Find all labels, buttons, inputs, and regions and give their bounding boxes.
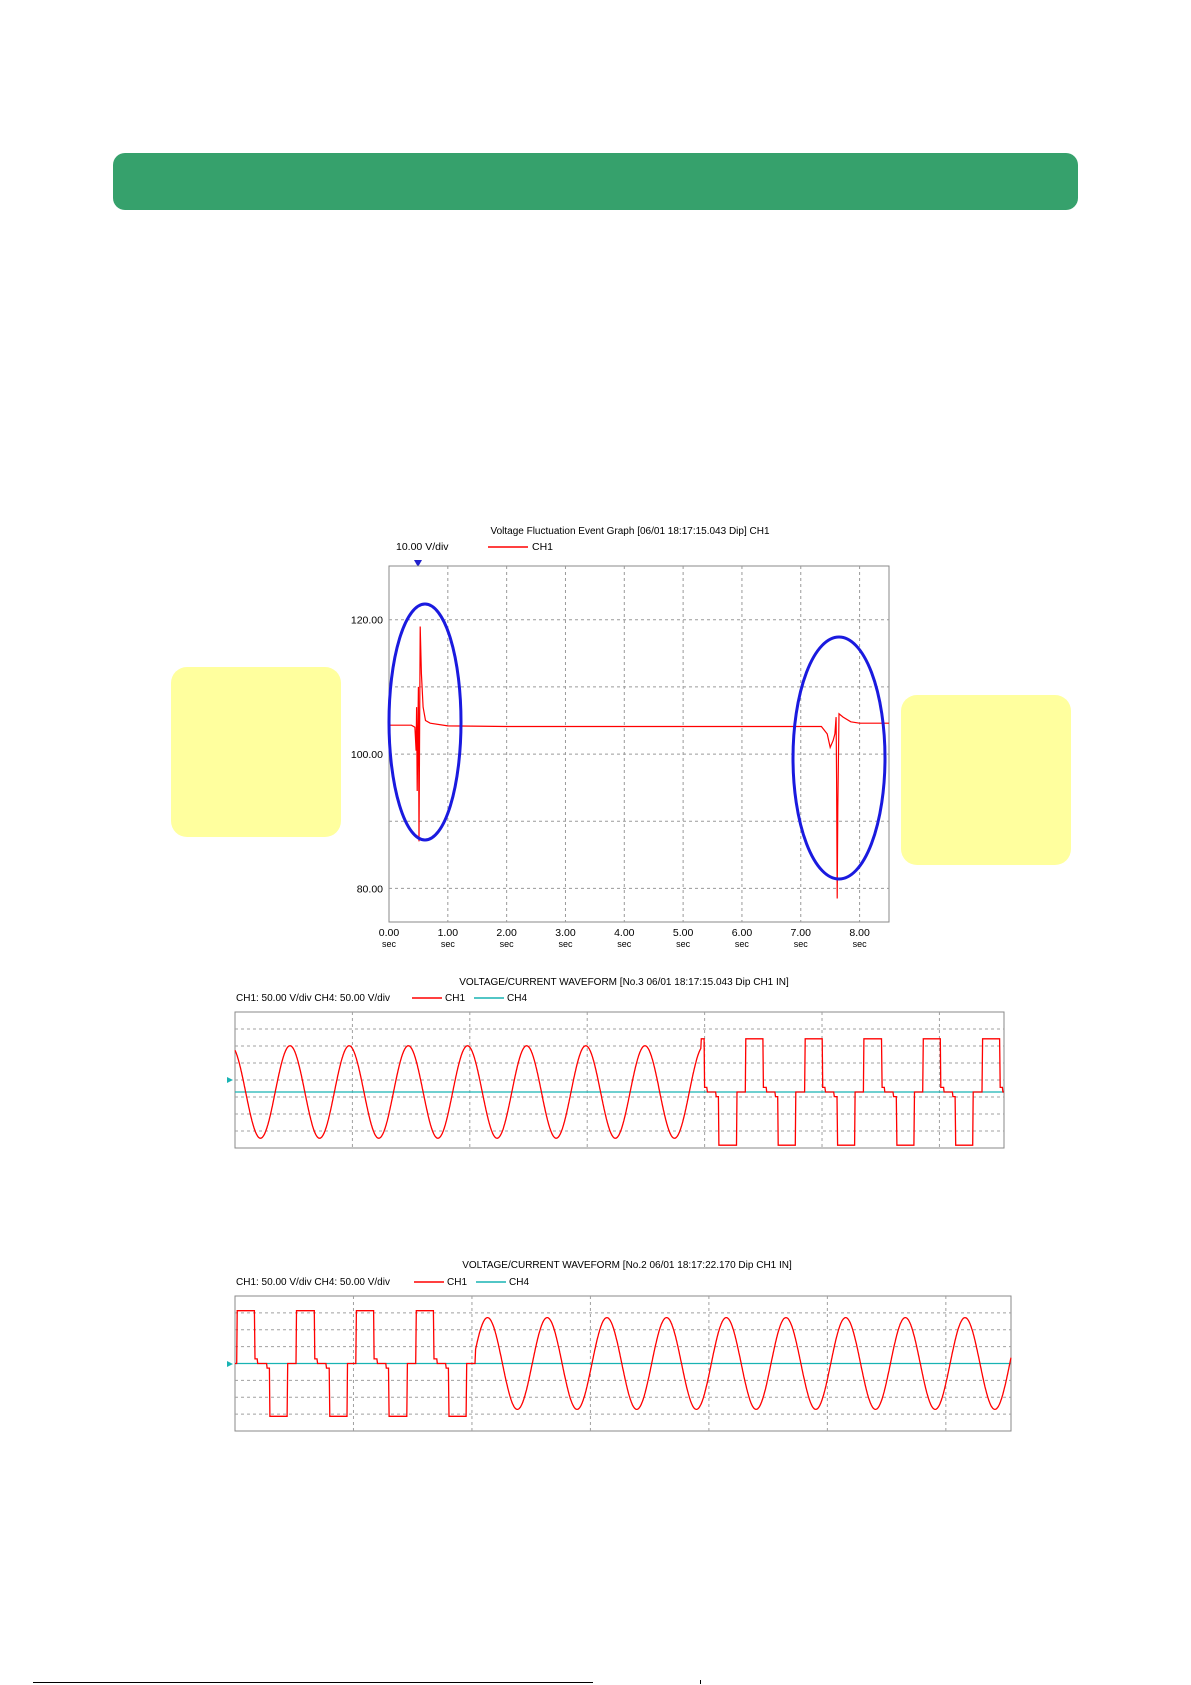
zero-marker-icon bbox=[227, 1361, 233, 1367]
waveform-no3-scale-label: CH1: 50.00 V/div CH4: 50.00 V/div bbox=[236, 993, 390, 1004]
x-tick-unit: sec bbox=[617, 939, 632, 949]
x-tick-unit: sec bbox=[558, 939, 573, 949]
x-tick-unit: sec bbox=[734, 939, 749, 949]
y-tick-label: 100.00 bbox=[350, 749, 383, 762]
zero-marker-icon bbox=[227, 1077, 233, 1083]
event-graph-y-ticks bbox=[351, 615, 383, 896]
waveform-no3-legend-ch4: CH4 bbox=[507, 993, 528, 1004]
x-tick-label: 8.00 bbox=[849, 927, 870, 939]
waveform-no2 bbox=[227, 1260, 1011, 1431]
event-graph-title: Voltage Fluctuation Event Graph [06/01 18:17:15.043 Dip] CH1 bbox=[490, 526, 770, 537]
x-tick-label: 1.00 bbox=[437, 927, 459, 939]
y-tick-label: 120.00 bbox=[350, 614, 383, 627]
x-tick-unit: sec bbox=[676, 939, 691, 949]
event-graph bbox=[351, 526, 889, 949]
footer-tick bbox=[700, 1680, 701, 1684]
y-tick-label: 80.00 bbox=[356, 883, 383, 896]
x-tick-label: 4.00 bbox=[614, 927, 635, 939]
x-tick-label: 5.00 bbox=[672, 927, 694, 939]
x-tick-unit: sec bbox=[793, 939, 808, 949]
x-tick-unit: sec bbox=[499, 939, 514, 949]
x-tick-label: 3.00 bbox=[555, 927, 576, 939]
footer-rule bbox=[33, 1682, 593, 1683]
waveform-no3-title: VOLTAGE/CURRENT WAVEFORM [No.3 06/01 18:17:15.043 Dip CH1 IN] bbox=[459, 977, 789, 988]
waveform-no2-legend-ch4: CH4 bbox=[509, 1277, 530, 1288]
waveform-no2-scale-label: CH1: 50.00 V/div CH4: 50.00 V/div bbox=[236, 1277, 390, 1288]
x-tick-label: 7.00 bbox=[790, 927, 811, 939]
event-graph-x-ticks bbox=[379, 927, 870, 949]
x-tick-unit: sec bbox=[440, 939, 455, 949]
event-graph-scale-label: 10.00 V/div bbox=[396, 541, 449, 553]
waveform-no2-title: VOLTAGE/CURRENT WAVEFORM [No.2 06/01 18:17:22.170 Dip CH1 IN] bbox=[462, 1260, 792, 1271]
x-tick-unit: sec bbox=[852, 939, 867, 949]
x-tick-label: 6.00 bbox=[731, 927, 753, 939]
waveform-no3-legend-ch1: CH1 bbox=[445, 993, 466, 1004]
waveform-no3 bbox=[227, 977, 1004, 1148]
x-tick-label: 0.00 bbox=[378, 927, 400, 939]
waveform-no2-legend-ch1: CH1 bbox=[447, 1277, 468, 1288]
x-tick-unit: sec bbox=[381, 939, 397, 949]
x-tick-label: 2.00 bbox=[496, 927, 517, 939]
event-graph-legend-label: CH1 bbox=[532, 541, 554, 553]
